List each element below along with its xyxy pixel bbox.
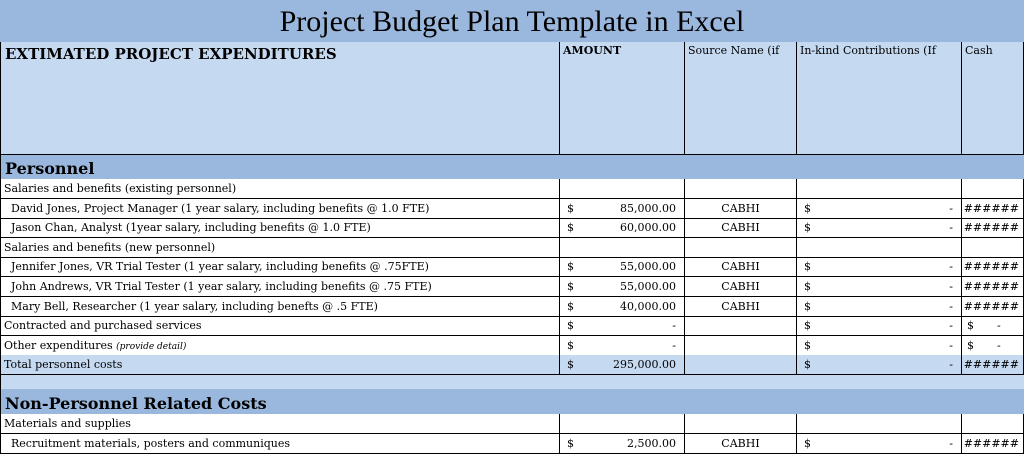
in-kind-value: - xyxy=(949,338,953,352)
currency-symbol: $ xyxy=(804,319,811,333)
currency-symbol: $ xyxy=(804,221,811,235)
currency-symbol: $ xyxy=(804,260,811,274)
cell-amount[interactable] xyxy=(560,297,685,316)
cell-description[interactable] xyxy=(0,414,560,433)
in-kind-value: - xyxy=(949,299,953,313)
cell-cash[interactable] xyxy=(962,218,1024,237)
in-kind-value: - xyxy=(949,358,953,372)
row-label: Total personnel costs xyxy=(4,358,123,372)
cash-value: ###### xyxy=(963,201,1019,215)
cell-cash[interactable] xyxy=(962,316,1024,335)
cell-amount[interactable] xyxy=(560,257,685,276)
in-kind-value: - xyxy=(949,436,953,450)
cell-cash[interactable] xyxy=(962,434,1024,453)
table-row xyxy=(0,277,1024,297)
currency-symbol: $ xyxy=(567,436,574,450)
cell-in-kind[interactable] xyxy=(797,238,962,257)
row-label: Mary Bell, Researcher (1 year salary, including benefts @ .5 FTE) xyxy=(11,299,378,313)
amount-value: 40,000.00 xyxy=(620,299,676,313)
cell-amount[interactable] xyxy=(560,199,685,218)
currency-symbol: $ xyxy=(567,221,574,235)
cell-in-kind[interactable] xyxy=(797,414,962,433)
cell-amount[interactable] xyxy=(560,414,685,433)
row-label: Salaries and benefits (existing personnel) xyxy=(4,182,237,195)
cell-in-kind[interactable] xyxy=(797,199,962,218)
cell-cash[interactable] xyxy=(962,238,1024,257)
cash-value: - xyxy=(997,319,1001,333)
cash-value: ###### xyxy=(963,358,1019,372)
source-value: CABHI xyxy=(721,299,760,313)
row-label: Jennifer Jones, VR Trial Tester (1 year salary, including benefits @ .75FTE) xyxy=(11,260,429,274)
section-personnel[interactable] xyxy=(0,155,1024,179)
currency-symbol: $ xyxy=(567,280,574,293)
cell-source[interactable] xyxy=(685,316,797,335)
currency-symbol: $ xyxy=(804,299,811,313)
currency-symbol: $ xyxy=(804,201,811,215)
source-value: CABHI xyxy=(721,280,760,293)
currency-symbol: $ xyxy=(967,319,974,333)
cell-description[interactable] xyxy=(0,316,560,335)
cash-value: ###### xyxy=(963,260,1019,274)
amount-value: 2,500.00 xyxy=(627,436,676,450)
cell-description[interactable] xyxy=(0,218,560,237)
cell-description[interactable] xyxy=(0,238,560,257)
in-kind-value: - xyxy=(949,221,953,235)
total-row xyxy=(0,355,1024,375)
cell-amount[interactable] xyxy=(560,336,685,355)
spacer-row xyxy=(0,375,1024,389)
cell-cash[interactable] xyxy=(962,414,1024,433)
cash-value: ###### xyxy=(963,299,1019,313)
cell-in-kind[interactable] xyxy=(797,434,962,453)
row-label: Recruitment materials, posters and communiques xyxy=(11,436,291,450)
row-label: Contracted and purchased services xyxy=(4,319,202,333)
cell-in-kind[interactable] xyxy=(797,218,962,237)
sheet-title: Project Budget Plan Template in Excel xyxy=(0,0,1024,42)
cell-description[interactable] xyxy=(0,336,560,355)
cell-amount[interactable] xyxy=(560,434,685,453)
cell-description[interactable] xyxy=(0,434,560,453)
currency-symbol: $ xyxy=(567,358,574,372)
table-row xyxy=(0,336,1024,356)
in-kind-value: - xyxy=(949,280,953,293)
cell-source[interactable] xyxy=(685,355,797,374)
cell-source[interactable] xyxy=(685,277,797,296)
cell-amount[interactable] xyxy=(560,316,685,335)
row-label: Materials and supplies xyxy=(4,417,131,430)
row-label: David Jones, Project Manager (1 year salary, including benefits @ 1.0 FTE) xyxy=(11,201,430,215)
amount-value: - xyxy=(672,338,676,352)
row-label-detail: (provide detail) xyxy=(116,341,187,352)
cell-cash[interactable] xyxy=(962,179,1024,198)
cell-amount[interactable] xyxy=(560,238,685,257)
table-row xyxy=(0,179,1024,199)
section-non-personnel[interactable] xyxy=(0,389,1024,414)
cell-cash[interactable] xyxy=(962,257,1024,276)
row-label: Jason Chan, Analyst (1year salary, including benefits @ 1.0 FTE) xyxy=(11,221,371,235)
cell-amount[interactable] xyxy=(560,355,685,374)
currency-symbol: $ xyxy=(567,260,574,274)
cell-source[interactable] xyxy=(685,257,797,276)
cell-description[interactable] xyxy=(0,277,560,296)
cell-source[interactable] xyxy=(685,199,797,218)
cell-in-kind[interactable] xyxy=(797,277,962,296)
header-cash[interactable]: Cash xyxy=(962,42,1024,155)
cell-in-kind[interactable] xyxy=(797,257,962,276)
table-row xyxy=(0,297,1024,317)
cell-cash[interactable] xyxy=(962,297,1024,316)
cell-in-kind[interactable] xyxy=(797,297,962,316)
amount-value: - xyxy=(672,319,676,333)
cell-in-kind[interactable] xyxy=(797,316,962,335)
currency-symbol: $ xyxy=(804,436,811,450)
in-kind-value: - xyxy=(949,201,953,215)
header-expenditures[interactable]: EXTIMATED PROJECT EXPENDITURES xyxy=(0,42,560,155)
table-row xyxy=(0,316,1024,336)
header-amount[interactable]: AMOUNT xyxy=(560,42,685,155)
amount-value: 85,000.00 xyxy=(620,201,676,215)
amount-value: 55,000.00 xyxy=(620,260,676,274)
currency-symbol: $ xyxy=(804,358,811,372)
cell-amount[interactable] xyxy=(560,179,685,198)
cell-in-kind[interactable] xyxy=(797,179,962,198)
cell-in-kind[interactable] xyxy=(797,355,962,374)
cell-source[interactable] xyxy=(685,179,797,198)
table-row xyxy=(0,434,1024,454)
table-row xyxy=(0,199,1024,219)
row-label: Other expenditures xyxy=(4,338,113,352)
cell-source[interactable] xyxy=(685,414,797,433)
cell-amount[interactable] xyxy=(560,277,685,296)
currency-symbol: $ xyxy=(804,280,811,293)
table-row xyxy=(0,218,1024,238)
cell-cash[interactable] xyxy=(962,355,1024,374)
row-label: Salaries and benefits (new personnel) xyxy=(4,240,216,254)
section-personnel-label: Personnel xyxy=(5,159,95,178)
table-row xyxy=(0,414,1024,434)
amount-value: 295,000.00 xyxy=(613,358,676,372)
source-value: CABHI xyxy=(721,436,760,450)
cell-source[interactable] xyxy=(685,238,797,257)
row-label: John Andrews, VR Trial Tester (1 year salary, including benefits @ .75 FTE) xyxy=(11,280,432,293)
table-row xyxy=(0,238,1024,258)
cell-in-kind[interactable] xyxy=(797,336,962,355)
cell-cash[interactable] xyxy=(962,199,1024,218)
cell-amount[interactable] xyxy=(560,218,685,237)
amount-value: 60,000.00 xyxy=(620,221,676,235)
source-value: CABHI xyxy=(721,260,760,274)
currency-symbol: $ xyxy=(567,338,574,352)
currency-symbol: $ xyxy=(567,299,574,313)
cell-description[interactable] xyxy=(0,355,560,374)
in-kind-value: - xyxy=(949,319,953,333)
cash-value: - xyxy=(997,338,1001,352)
currency-symbol: $ xyxy=(567,201,574,215)
currency-symbol: $ xyxy=(804,338,811,352)
cell-source[interactable] xyxy=(685,297,797,316)
cell-source[interactable] xyxy=(685,218,797,237)
cash-value: ###### xyxy=(963,221,1019,235)
in-kind-value: - xyxy=(949,260,953,274)
cell-cash[interactable] xyxy=(962,277,1024,296)
source-value: CABHI xyxy=(721,221,760,235)
cell-cash[interactable] xyxy=(962,336,1024,355)
currency-symbol: $ xyxy=(567,319,574,333)
cell-description[interactable] xyxy=(0,179,560,198)
header-source-name[interactable]: Source Name (if xyxy=(685,42,797,155)
cash-value: ###### xyxy=(963,280,1019,293)
header-in-kind[interactable]: In-kind Contributions (If xyxy=(797,42,962,155)
cell-description[interactable] xyxy=(0,257,560,276)
cell-source[interactable] xyxy=(685,336,797,355)
table-row xyxy=(0,257,1024,277)
cell-source[interactable] xyxy=(685,434,797,453)
currency-symbol: $ xyxy=(967,338,974,352)
cash-value: ###### xyxy=(963,436,1019,450)
section-non-personnel-label: Non-Personnel Related Costs xyxy=(5,394,267,413)
amount-value: 55,000.00 xyxy=(620,280,676,293)
source-value: CABHI xyxy=(721,201,760,215)
cell-description[interactable] xyxy=(0,297,560,316)
cell-description[interactable] xyxy=(0,199,560,218)
